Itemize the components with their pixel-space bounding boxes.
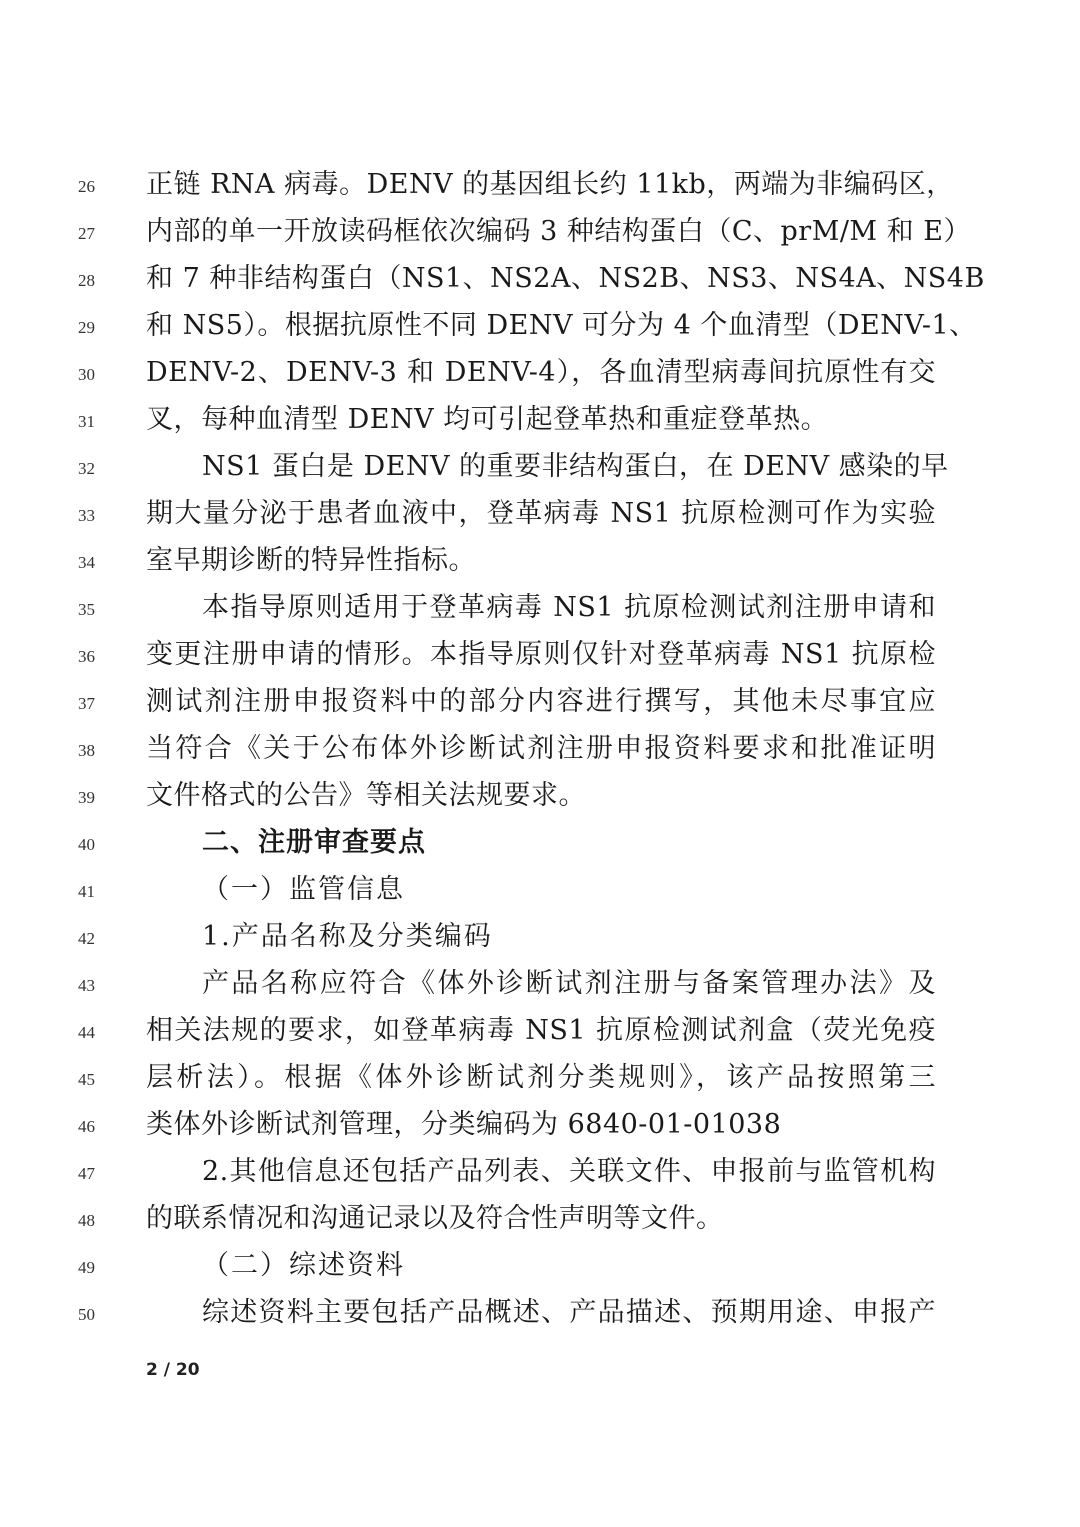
line-text: 综述资料主要包括产品概述、产品描述、预期用途、申报产 <box>202 1297 936 1328</box>
line-number: 34 <box>78 553 95 572</box>
line-text: 文件格式的公告》等相关法规要求。 <box>146 780 586 811</box>
text-line <box>0 727 1080 774</box>
text-line <box>0 915 1080 962</box>
line-number: 44 <box>78 1023 95 1042</box>
text-line <box>0 304 1080 351</box>
subsection-heading: （一）监管信息 <box>202 874 405 905</box>
text-line <box>0 1103 1080 1150</box>
line-number: 26 <box>78 177 95 196</box>
line-number: 39 <box>78 788 95 807</box>
line-text: 产品名称应符合《体外诊断试剂注册与备案管理办法》及 <box>202 968 936 999</box>
line-number: 29 <box>78 318 95 337</box>
line-text: 1.产品名称及分类编码 <box>202 921 493 952</box>
line-text: 测试剂注册申报资料中的部分内容进行撰写，其他未尽事宜应 <box>146 686 936 717</box>
line-number: 43 <box>78 976 95 995</box>
line-number: 28 <box>78 271 95 290</box>
text-line <box>0 1009 1080 1056</box>
line-number: 50 <box>78 1305 95 1324</box>
page-indicator: 2 / 20 <box>146 1360 200 1380</box>
text-line <box>0 445 1080 492</box>
text-line <box>0 351 1080 398</box>
text-line <box>0 1291 1080 1338</box>
line-text: 本指导原则适用于登革病毒 NS1 抗原检测试剂注册申请和 <box>202 592 936 623</box>
line-text: 当符合《关于公布体外诊断试剂注册申报资料要求和批准证明 <box>146 733 936 764</box>
line-text: 期大量分泌于患者血液中，登革病毒 NS1 抗原检测可作为实验 <box>146 498 936 529</box>
text-line <box>0 680 1080 727</box>
text-line <box>0 163 1080 210</box>
line-text: 层析法）。根据《体外诊断试剂分类规则》，该产品按照第三 <box>146 1062 936 1093</box>
subsection-heading-line <box>0 868 1080 915</box>
line-number: 32 <box>78 459 95 478</box>
line-number: 45 <box>78 1070 95 1089</box>
line-number: 35 <box>78 600 95 619</box>
line-number: 40 <box>78 835 95 854</box>
line-number: 48 <box>78 1211 95 1230</box>
text-line <box>0 210 1080 257</box>
line-number: 37 <box>78 694 95 713</box>
line-number: 49 <box>78 1258 95 1277</box>
line-text: 正链 RNA 病毒。DENV 的基因组长约 11kb，两端为非编码区， <box>146 169 954 200</box>
line-text: 叉，每种血清型 DENV 均可引起登革热和重症登革热。 <box>146 404 829 435</box>
line-text: 变更注册申请的情形。本指导原则仅针对登革病毒 NS1 抗原检 <box>146 639 936 670</box>
line-number: 30 <box>78 365 95 384</box>
line-text: DENV-2、DENV-3 和 DENV-4），各血清型病毒间抗原性有交 <box>146 357 936 388</box>
line-text: 类体外诊断试剂管理，分类编码为 6840-01-01038 <box>146 1109 782 1140</box>
line-text: 和 7 种非结构蛋白（NS1、NS2A、NS2B、NS3、NS4A、NS4B <box>146 263 985 294</box>
section-heading: 二、注册审查要点 <box>202 827 426 858</box>
text-line <box>0 962 1080 1009</box>
text-line <box>0 398 1080 445</box>
subsection-heading: （二）综述资料 <box>202 1250 405 1281</box>
text-line <box>0 633 1080 680</box>
line-number: 41 <box>78 882 95 901</box>
line-number: 47 <box>78 1164 95 1183</box>
line-number: 46 <box>78 1117 95 1136</box>
text-line <box>0 774 1080 821</box>
line-text: 2.其他信息还包括产品列表、关联文件、申报前与监管机构 <box>202 1156 936 1187</box>
text-line <box>0 1150 1080 1197</box>
text-line <box>0 586 1080 633</box>
line-text: 相关法规的要求，如登革病毒 NS1 抗原检测试剂盒（荧光免疫 <box>146 1015 936 1046</box>
text-line <box>0 1197 1080 1244</box>
line-text: 室早期诊断的特异性指标。 <box>146 545 476 576</box>
line-number: 31 <box>78 412 95 431</box>
line-number: 33 <box>78 506 95 525</box>
text-line <box>0 539 1080 586</box>
text-line <box>0 1056 1080 1103</box>
line-number: 42 <box>78 929 95 948</box>
line-number: 27 <box>78 224 95 243</box>
line-number: 38 <box>78 741 95 760</box>
line-text: 的联系情况和沟通记录以及符合性声明等文件。 <box>146 1203 724 1234</box>
line-text: 和 NS5）。根据抗原性不同 DENV 可分为 4 个血清型（DENV-1、 <box>146 310 977 341</box>
text-line <box>0 257 1080 304</box>
line-number: 36 <box>78 647 95 666</box>
section-heading-line <box>0 821 1080 868</box>
text-line <box>0 492 1080 539</box>
line-text: NS1 蛋白是 DENV 的重要非结构蛋白，在 DENV 感染的早 <box>202 451 949 482</box>
subsection-heading-line <box>0 1244 1080 1291</box>
line-text: 内部的单一开放读码框依次编码 3 种结构蛋白（C、prM/M 和 E） <box>146 216 971 247</box>
